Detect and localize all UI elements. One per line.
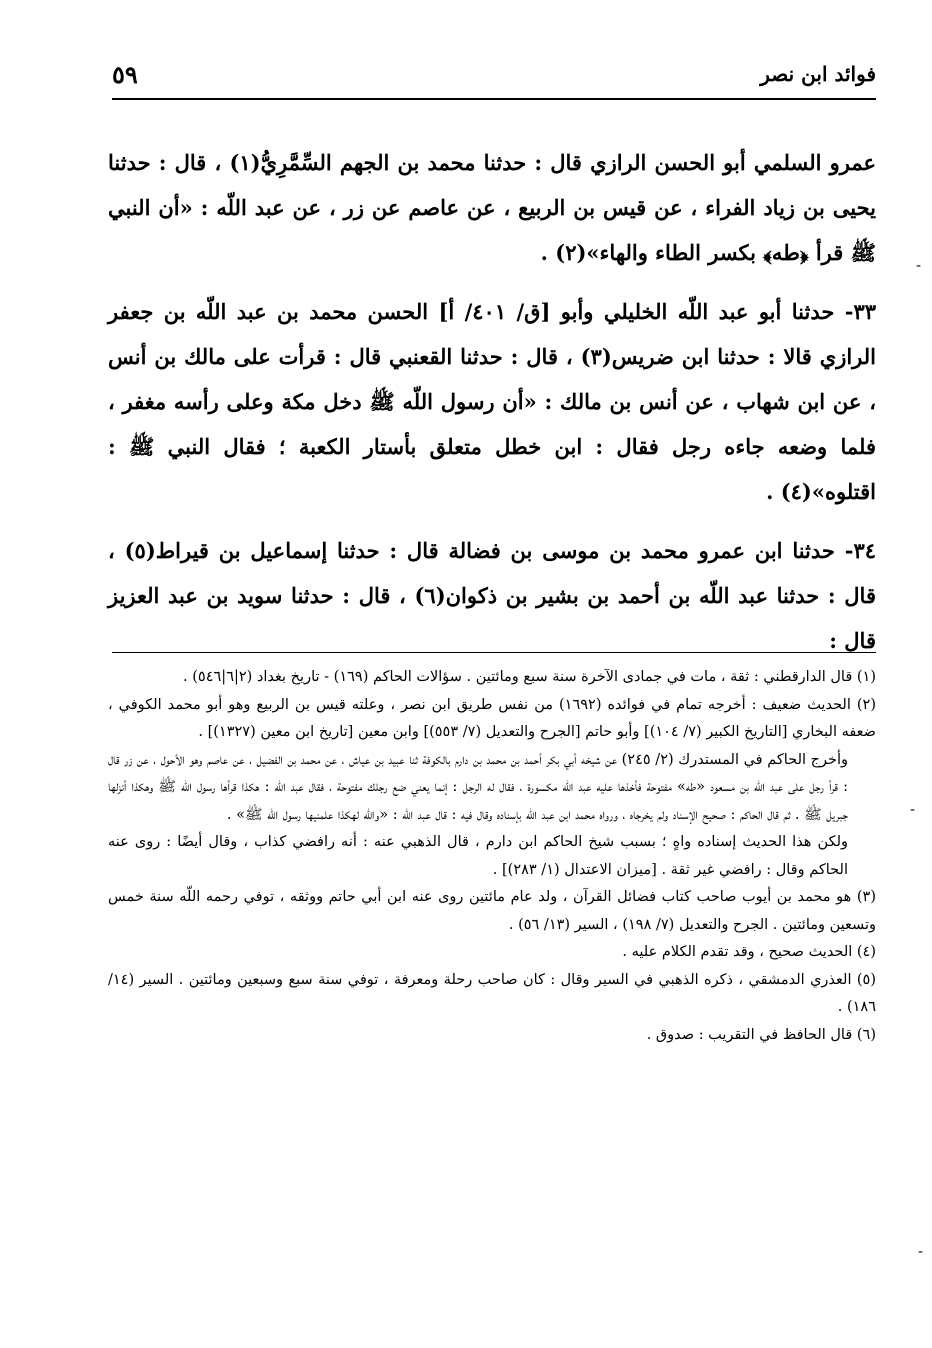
paragraph: ٣٤- حدثنا ابن عمرو محمد بن موسى بن فضالة قال : حدثنا إسماعيل بن قيراط(٥) ، قال : حدثنا عبد اللّه بن أحمد بن بشير بن ذكوان(٦) ، قال : حدثنا سويد بن عبد العزيز قال : [108,538,876,653]
page-header [112,56,876,96]
footnote: (٥) العذري الدمشقي ، ذكره الذهبي في السير وقال : كان صاحب رحلة ومعرفة ، توفي سنة سبع وسبعين ومائتين . السير (١٤/ ١٨٦) . [108,971,876,1015]
paragraph: عمرو السلمي أبو الحسن الرازي قال : حدثنا محمد بن الجهم السِّمَّرِيُّ(١) ، قال : حدثنا يحيى بن زياد الفراء ، عن قيس بن الربيع ، عن عاصم عن زر ، عن عبد اللّه : «أن النبي ﷺ قرأ ﴿طه﴾ بكسر الطاء والهاء»(٢) . [108,150,876,265]
margin-mark: - [916,258,922,274]
paragraph: ٣٣- حدثنا أبو عبد اللّه الخليلي وأبو [ق/ ٤٠١/ أ] الحسن محمد بن عبد اللّه بن جعفر الرازي قالا : حدثنا ابن ضريس(٣) ، قال : حدثنا القعنبي قال : قرأت على مالك بن أنس ، عن ابن شهاب ، عن أنس بن مالك : «أن رسول اللّه ﷺ دخل مكة وعلى رأسه مغفر ، فلما وضعه جاءه رجل فقال : ابن خطل متعلق بأستار الكعبة ؛ فقال النبي ﷺ : اقتلوه»(٤) . [108,299,876,504]
margin-mark: - [918,1244,924,1260]
footnote: (٣) هو محمد بن أيوب صاحب كتاب فضائل القرآن ، ولد عام مائتين روى عنه ابن أبي حاتم ووثقه ، توفي رحمه اللّه سنة خمس وتسعين ومائتين . الجرح والتعديل (٧/ ١٩٨) ، السير (١٣/ ٥٦) . [108,889,876,933]
running-title: فوائد ابن نصر [760,62,876,86]
footnote: (٤) الحديث صحيح ، وقد تقدم الكلام عليه . [622,944,876,960]
footnote: (٢) الحديث ضعيف : أخرجه تمام في فوائده (١٦٩٢) من نفس طريق ابن نصر ، وعلته قيس بن الربيع وهو أبو محمد الكوفي ، ضعفه البخاري [التاريخ الكبير (٧/ ١٠٤)] وأبو حاتم [الجرح والتعديل (٧/ ٥٥٣)] وابن معين [تاريخ ابن معين (١٣٢٧)] . [108,696,876,740]
margin-mark: - [910,802,916,818]
footnote: (٦) قال الحافظ في التقريب : صدوق . [646,1026,876,1043]
page-number: ٥٩ [112,60,138,89]
footnote-rule [112,652,876,653]
footnotes [108,664,876,1049]
footnote: وأخرج الحاكم في المستدرك (٢/ ٢٤٥) عن شيخه أبي بكر أحمد بن محمد بن دارم بالكوفة ثنا عبيد بن عياش ، عن محمد بن الفضيل ، عن عاصم وهو الأحول ، عن زر قال : قرأ رجل على عبد اللّه بن مسعود «طه» مفتوحة فأخذها عليه عبد اللّه مكسورة ، فقال له الرجل : إنما يعني ضع رجلك مفتوحة ، فقال عبد اللّه : هكذا قرأها رسول اللّه ﷺ وهكذا أنزلها جبريل ﷺ . ثم قال الحاكم : صحيح الإسناد ولم يخرجاه ، ورواه محمد ابن عبد اللّه بإسناده وقال فيه : قال عبد اللّه : «واللّه لهكذا علمنيها رسول اللّه ﷺ» . [108,751,848,823]
main-text [108,140,876,663]
footnote: ولكن هذا الحديث إسناده واهٍ ؛ بسبب شيخ الحاكم ابن دارم ، قال الذهبي عنه : أنه رافضي كذاب ، وقال أيضًا : روى عنه الحاكم وقال : رافضي غير ثقة . [ميزان الاعتدال (١/ ٢٨٣)] . [108,834,848,878]
header-rule [112,98,876,100]
footnote: (١) قال الدارقطني : ثقة ، مات في جمادى الآخرة سنة سبع ومائتين . سؤالات الحاكم (١٦٩) - تاريخ بغداد (٢|٦|٥٤٦) . [183,669,876,685]
